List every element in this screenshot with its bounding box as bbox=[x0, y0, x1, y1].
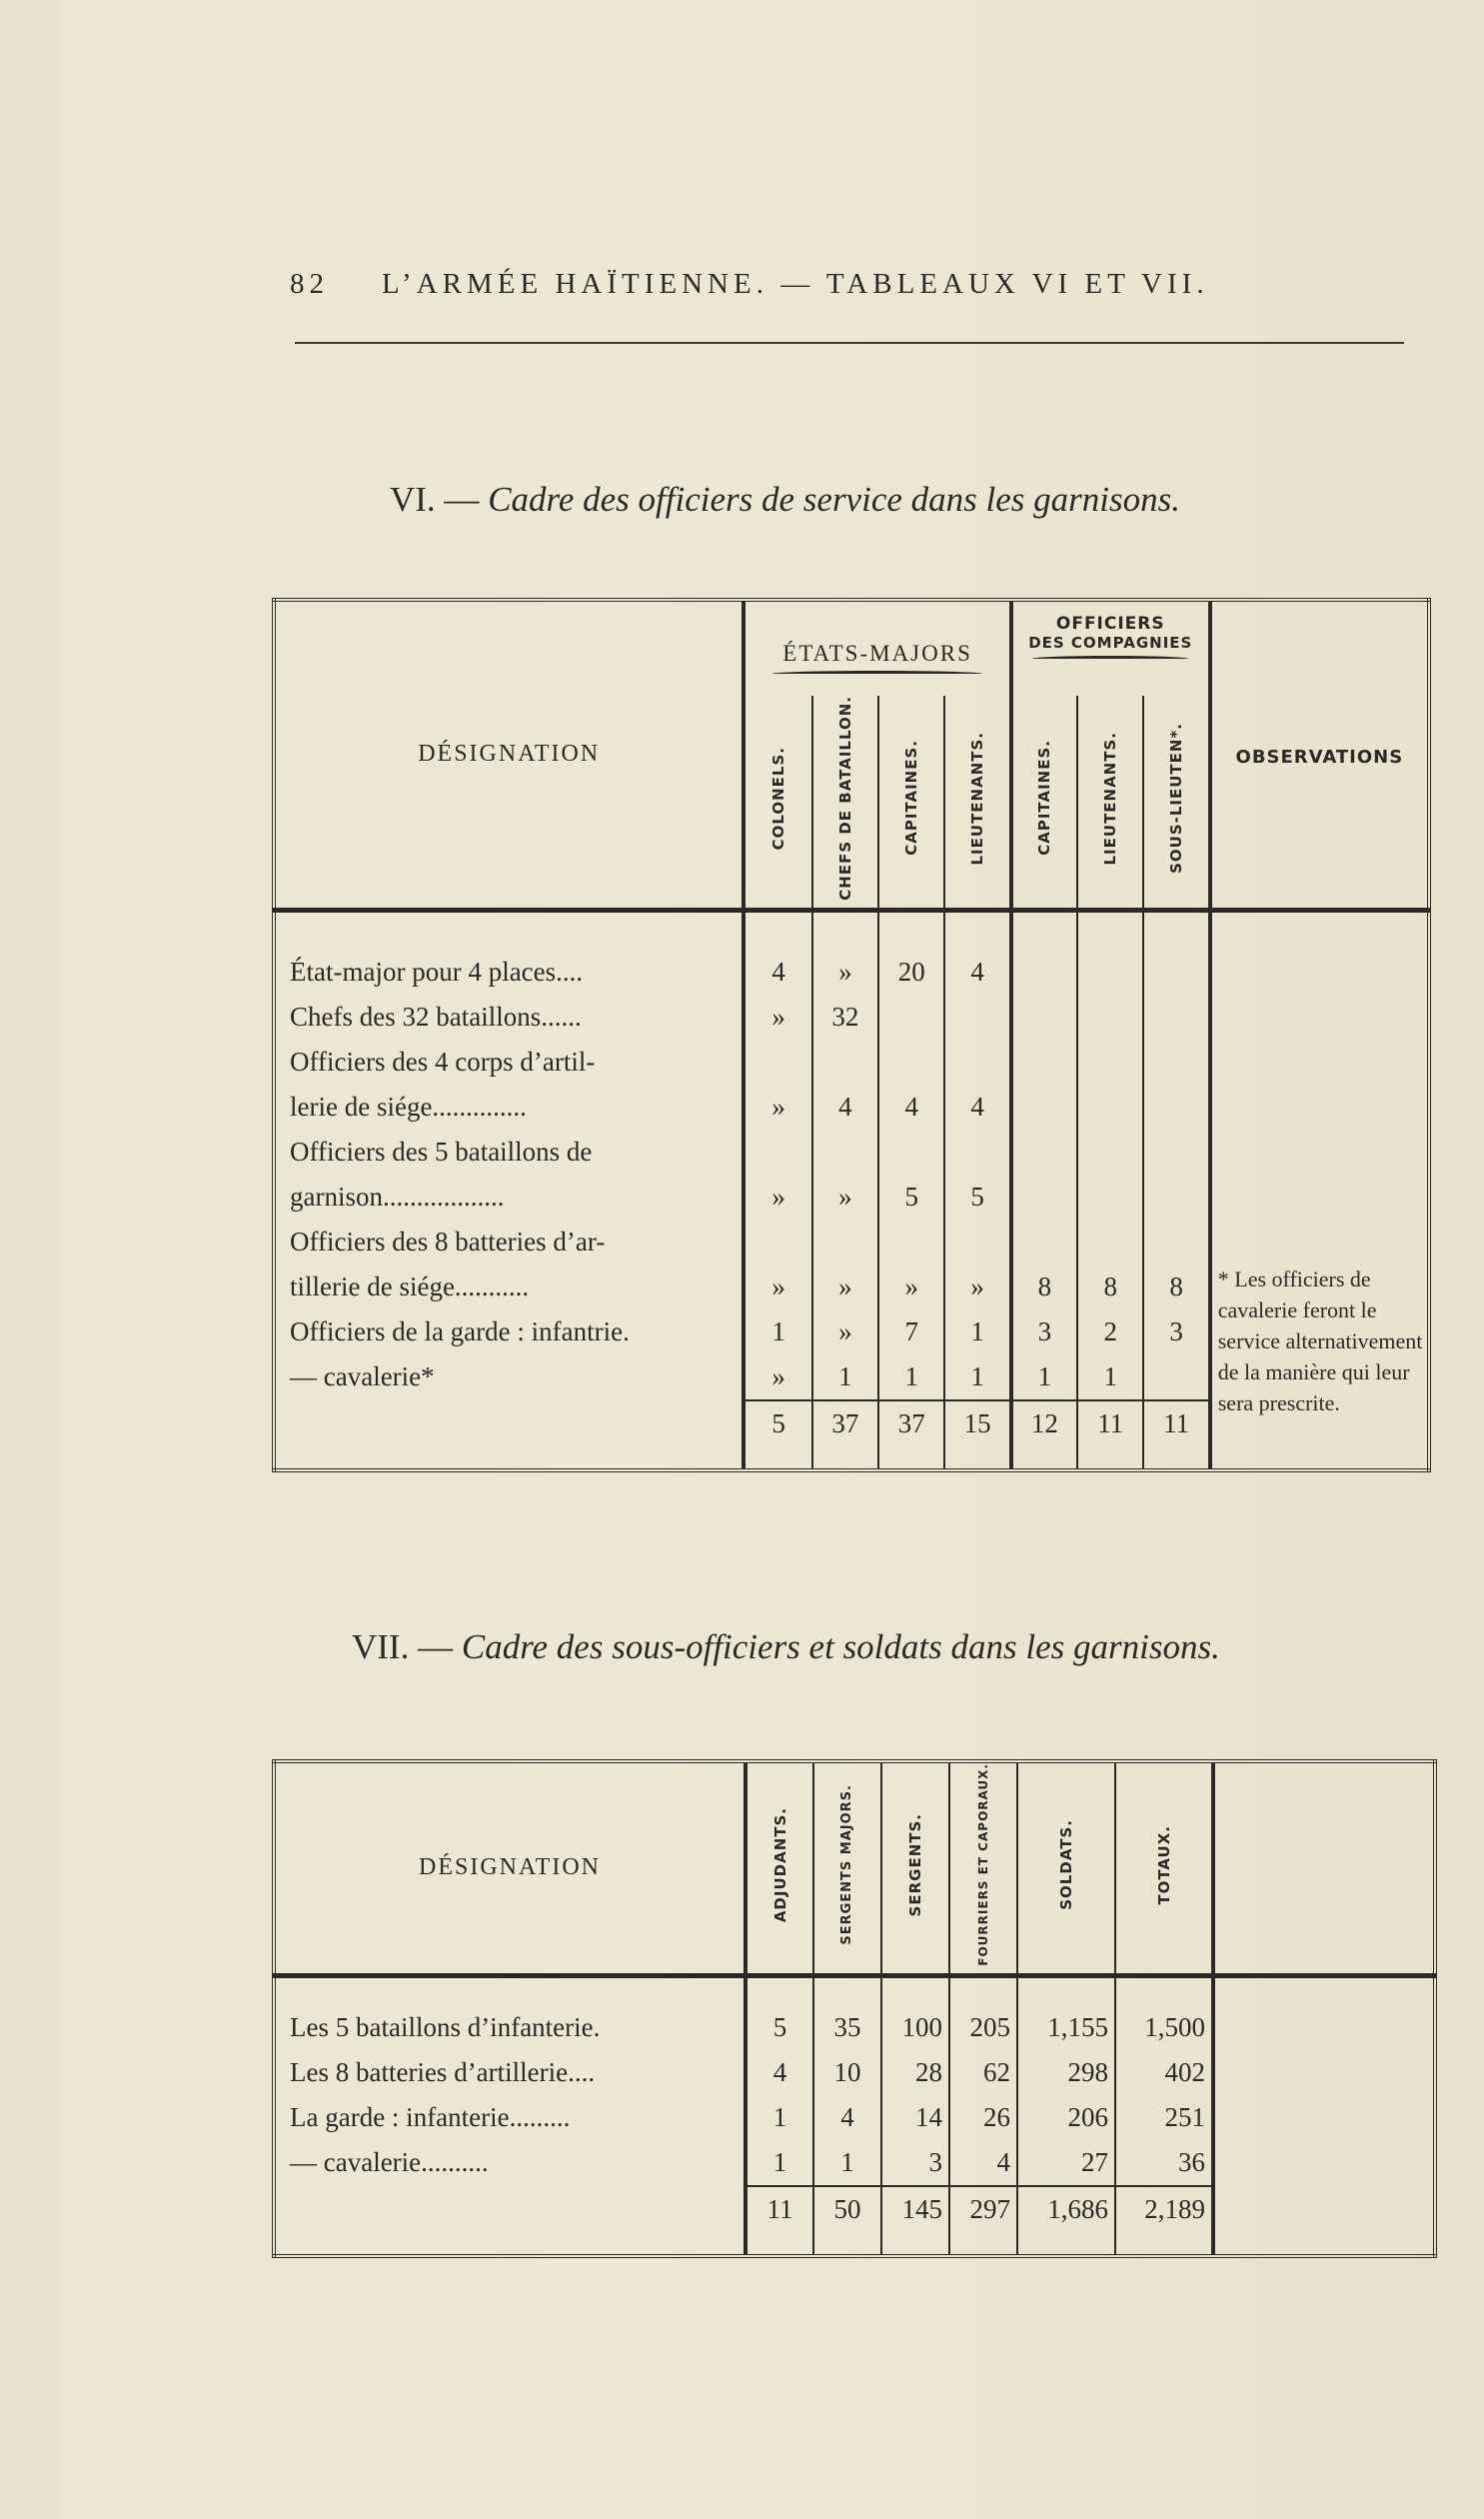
table6-cell: » bbox=[743, 1264, 811, 1309]
table7-cell: 1,155 bbox=[1017, 2005, 1115, 2050]
table7-blank-cell bbox=[1213, 2005, 1435, 2050]
table6-row-label: lerie de siége.............. bbox=[290, 1092, 527, 1123]
table6-observations-header bbox=[1210, 600, 1429, 910]
col-totaux bbox=[1115, 1761, 1213, 1975]
table6-cell: 1 bbox=[812, 1354, 878, 1400]
table6-caption: Cadre des officiers de service dans les garnisons. bbox=[488, 480, 1180, 519]
table6-cell: 8 bbox=[1077, 1264, 1143, 1309]
table6-cell: » bbox=[743, 1175, 811, 1220]
table6-cell: 1 bbox=[1011, 1354, 1077, 1400]
table6-cell: 8 bbox=[1143, 1264, 1209, 1309]
table6-cell bbox=[1143, 1175, 1209, 1220]
table6-cell: 4 bbox=[812, 1085, 878, 1130]
table6-cell: 1 bbox=[743, 1309, 811, 1354]
table7-total: 297 bbox=[949, 2186, 1017, 2256]
table7-caption: Cadre des sous-officiers et soldats dans les garnisons. bbox=[461, 1627, 1220, 1666]
table6-cell bbox=[1143, 995, 1209, 1040]
table7-total: 145 bbox=[881, 2186, 949, 2256]
table6-cell bbox=[1143, 1220, 1209, 1264]
spacer-cell bbox=[878, 910, 944, 950]
table6-cell: 4 bbox=[878, 1085, 944, 1130]
table6-observation-note: * Les officiers de cavalerie feront le service alternativement de la manière qui leur sera prescrite. bbox=[1210, 950, 1429, 1470]
table7-cell: 205 bbox=[949, 2005, 1017, 2050]
table7-cell: 1 bbox=[745, 2095, 813, 2140]
col-sergents bbox=[881, 1761, 949, 1975]
table7-row bbox=[274, 2095, 1435, 2140]
col-sergents-label: SERGENTS. bbox=[906, 1812, 924, 1917]
table6-totals-label bbox=[274, 1400, 743, 1470]
table6-cell bbox=[1011, 950, 1077, 995]
table7-cell: 4 bbox=[949, 2140, 1017, 2186]
table6-cell bbox=[878, 1040, 944, 1085]
table7-cell: 27 bbox=[1017, 2140, 1115, 2186]
table6-cell bbox=[812, 1220, 878, 1264]
table6-cell: » bbox=[743, 1085, 811, 1130]
table7-cell: 26 bbox=[949, 2095, 1017, 2140]
table6-cell: » bbox=[743, 995, 811, 1040]
table6-cell: 7 bbox=[878, 1309, 944, 1354]
table6-total: 11 bbox=[1143, 1400, 1209, 1470]
table6-cell: 4 bbox=[743, 950, 811, 995]
table6-total: 37 bbox=[812, 1400, 878, 1470]
table6-cell bbox=[812, 1040, 878, 1085]
col-adjudants bbox=[745, 1761, 813, 1975]
table6-cell bbox=[1143, 1130, 1209, 1175]
table6-row bbox=[274, 950, 1429, 995]
table7-cell: 206 bbox=[1017, 2095, 1115, 2140]
table6-cell: » bbox=[812, 1309, 878, 1354]
table6-cell: » bbox=[812, 1175, 878, 1220]
table6-designation-header: DÉSIGNATION bbox=[274, 600, 743, 910]
brace-officiers bbox=[1032, 656, 1188, 662]
table6-cell bbox=[1077, 950, 1143, 995]
spacer-cell bbox=[1143, 910, 1209, 950]
table6-cell: 1 bbox=[944, 1309, 1010, 1354]
table7-title bbox=[352, 1627, 1220, 1667]
table7-blank-cell bbox=[1213, 2050, 1435, 2095]
table7-spacer-row bbox=[274, 1975, 1435, 2005]
page-number: 82 bbox=[290, 268, 329, 300]
table6-row-label: Officiers des 4 corps d’artil- bbox=[290, 1047, 596, 1078]
col-adjudants-label: ADJUDANTS. bbox=[770, 1806, 789, 1922]
table6-cell bbox=[878, 1220, 944, 1264]
table6-cell: 1 bbox=[1077, 1354, 1143, 1400]
table7-cell: 5 bbox=[745, 2005, 813, 2050]
table7-total: 11 bbox=[745, 2186, 813, 2256]
table6-cell bbox=[1077, 1040, 1143, 1085]
table7-blank-total bbox=[1213, 2186, 1435, 2256]
table7-row bbox=[274, 2140, 1435, 2186]
col-capitaines-label: CAPITAINES. bbox=[902, 740, 921, 857]
table7-cell: 251 bbox=[1115, 2095, 1213, 2140]
table6-cell bbox=[878, 1130, 944, 1175]
spacer-cell bbox=[813, 1975, 881, 2005]
table7-total: 2,189 bbox=[1115, 2186, 1213, 2256]
table6-cell: » bbox=[878, 1264, 944, 1309]
running-head bbox=[290, 268, 1409, 318]
col-sergents-majors-label: SERGENTS MAJORS. bbox=[839, 1784, 854, 1945]
spacer-cell bbox=[1077, 910, 1143, 950]
spacer-cell bbox=[274, 910, 743, 950]
spacer-cell bbox=[1115, 1975, 1213, 2005]
table6-total: 37 bbox=[878, 1400, 944, 1470]
table7-designation-header: DÉSIGNATION bbox=[274, 1761, 745, 1975]
observations-label: OBSERVATIONS bbox=[1235, 747, 1404, 769]
table7-total: 50 bbox=[813, 2186, 881, 2256]
group-etats-majors-label: ÉTATS-MAJORS bbox=[782, 641, 972, 666]
col-chefs-label: CHEFS DE BATAILLON. bbox=[835, 696, 854, 901]
table6-cell: » bbox=[812, 1264, 878, 1309]
table7-row bbox=[274, 2050, 1435, 2095]
table6-group-officiers bbox=[1011, 600, 1210, 696]
table6-cell bbox=[1077, 1130, 1143, 1175]
col-sergents-majors bbox=[813, 1761, 881, 1975]
table6-title bbox=[390, 480, 1180, 520]
table6-cell: 1 bbox=[944, 1354, 1010, 1400]
col-capitaines-cie bbox=[1011, 696, 1077, 910]
table6-cell bbox=[1077, 1085, 1143, 1130]
table6-cell bbox=[944, 1130, 1010, 1175]
table6-row-label: Officiers des 5 bataillons de bbox=[290, 1137, 593, 1168]
table6-cell bbox=[743, 1220, 811, 1264]
table6-cell: » bbox=[743, 1354, 811, 1400]
table6-row-label: Chefs des 32 bataillons...... bbox=[290, 1002, 582, 1033]
table7-cell: 4 bbox=[813, 2095, 881, 2140]
table7-total: 1,686 bbox=[1017, 2186, 1115, 2256]
spacer-cell bbox=[881, 1975, 949, 2005]
table6-row-label: tillerie de siége........... bbox=[290, 1271, 530, 1302]
table7-cell: 62 bbox=[949, 2050, 1017, 2095]
table6-cell bbox=[878, 995, 944, 1040]
table6-cell: 1 bbox=[878, 1354, 944, 1400]
col-capitaines bbox=[878, 696, 944, 910]
col-soldats-label: SOLDATS. bbox=[1057, 1818, 1075, 1910]
col-totaux-label: TOTAUX. bbox=[1154, 1824, 1173, 1905]
table7-cell: 3 bbox=[881, 2140, 949, 2186]
table6-cell: 20 bbox=[878, 950, 944, 995]
table6-cell: 32 bbox=[812, 995, 878, 1040]
table6-total: 15 bbox=[944, 1400, 1010, 1470]
col-fourriers-label: FOURRIERS ET CAPORAUX. bbox=[976, 1763, 990, 1966]
table7-cell: 1 bbox=[745, 2140, 813, 2186]
group-officiers-label: OFFICIERS bbox=[1055, 614, 1165, 634]
col-sous-lieutenants-label: SOUS-LIEUTEN*. bbox=[1167, 722, 1186, 874]
table6-cell: 2 bbox=[1077, 1309, 1143, 1354]
table7-cell: 4 bbox=[745, 2050, 813, 2095]
table6-cell: 4 bbox=[944, 950, 1010, 995]
table6-cell: 5 bbox=[944, 1175, 1010, 1220]
table6-cell bbox=[1143, 950, 1209, 995]
table6-cell bbox=[1011, 1085, 1077, 1130]
table7-cell: 14 bbox=[881, 2095, 949, 2140]
table7-cell: 36 bbox=[1115, 2140, 1213, 2186]
table6-cell: » bbox=[944, 1264, 1010, 1309]
spacer-cell bbox=[1213, 1975, 1435, 2005]
table6-cell bbox=[944, 1220, 1010, 1264]
table7-row-label: La garde : infanterie......... bbox=[290, 2102, 571, 2133]
col-lieutenants-label: LIEUTENANTS. bbox=[968, 731, 987, 866]
table7-number: VII. — bbox=[352, 1627, 454, 1666]
col-sous-lieutenants bbox=[1143, 696, 1209, 910]
table7-cell: 1,500 bbox=[1115, 2005, 1213, 2050]
col-soldats bbox=[1017, 1761, 1115, 1975]
col-lieutenants-cie bbox=[1077, 696, 1143, 910]
table6-row-label: Officiers des 8 batteries d’ar- bbox=[290, 1227, 606, 1258]
table6-number: VI. — bbox=[390, 480, 480, 519]
brace-etats-majors bbox=[772, 671, 983, 677]
table7-blank-header bbox=[1213, 1761, 1435, 1975]
table7-cell: 100 bbox=[881, 2005, 949, 2050]
col-lieutenants-cie-label: LIEUTENANTS. bbox=[1101, 731, 1120, 866]
table7-totals-label bbox=[274, 2186, 745, 2256]
table7-row-label: Les 5 bataillons d’infanterie. bbox=[290, 2012, 601, 2043]
table6-cell: » bbox=[812, 950, 878, 995]
table6-cell bbox=[743, 1040, 811, 1085]
table6-spacer-row bbox=[274, 910, 1429, 950]
col-lieutenants bbox=[944, 696, 1010, 910]
table6-cell bbox=[1077, 995, 1143, 1040]
table6-cell bbox=[1011, 995, 1077, 1040]
spacer-cell bbox=[1017, 1975, 1115, 2005]
group-officiers-sub: DES COMPAGNIES bbox=[1028, 634, 1193, 652]
table6-cell bbox=[1011, 1175, 1077, 1220]
table7-blank-cell bbox=[1213, 2095, 1435, 2140]
running-title: L’ARMÉE HAÏTIENNE. — TABLEAUX VI ET VII. bbox=[382, 268, 1209, 300]
table6-cell: 3 bbox=[1011, 1309, 1077, 1354]
table6-cell bbox=[743, 1130, 811, 1175]
spacer-cell bbox=[944, 910, 1010, 950]
table7 bbox=[272, 1759, 1437, 2258]
table6-cell bbox=[1143, 1354, 1209, 1400]
table6-cell bbox=[1011, 1220, 1077, 1264]
spacer-cell bbox=[812, 910, 878, 950]
table6-cell: 3 bbox=[1143, 1309, 1209, 1354]
table6-cell bbox=[944, 1040, 1010, 1085]
table7-totals-row bbox=[274, 2186, 1435, 2256]
spacer-cell bbox=[274, 1975, 745, 2005]
col-fourriers bbox=[949, 1761, 1017, 1975]
table7-row-label: — cavalerie.......... bbox=[290, 2147, 489, 2178]
spacer-cell bbox=[743, 910, 811, 950]
col-chefs-de-bataillon bbox=[812, 696, 878, 910]
table6-cell bbox=[1077, 1175, 1143, 1220]
table7-row bbox=[274, 2005, 1435, 2050]
table6-cell: 4 bbox=[944, 1085, 1010, 1130]
table6-cell bbox=[1011, 1040, 1077, 1085]
table6-row-label: garnison.................. bbox=[290, 1182, 505, 1213]
table7-cell: 35 bbox=[813, 2005, 881, 2050]
table6-cell bbox=[1143, 1085, 1209, 1130]
table7-blank-cell bbox=[1213, 2140, 1435, 2186]
table7-row-label: Les 8 batteries d’artillerie.... bbox=[290, 2057, 596, 2088]
table7-cell: 298 bbox=[1017, 2050, 1115, 2095]
col-capitaines-cie-label: CAPITAINES. bbox=[1035, 740, 1054, 857]
table6-cell: 5 bbox=[878, 1175, 944, 1220]
col-colonels bbox=[743, 696, 811, 910]
table7-cell: 28 bbox=[881, 2050, 949, 2095]
header-rule bbox=[295, 342, 1404, 344]
table6-cell bbox=[812, 1130, 878, 1175]
table6-cell bbox=[944, 995, 1010, 1040]
table6-cell bbox=[1143, 1040, 1209, 1085]
spacer-cell bbox=[1011, 910, 1077, 950]
table6-row-label: — cavalerie* bbox=[290, 1361, 435, 1392]
table6-total: 11 bbox=[1077, 1400, 1143, 1470]
table6-cell bbox=[1011, 1130, 1077, 1175]
spacer-cell bbox=[949, 1975, 1017, 2005]
table6 bbox=[272, 598, 1431, 1472]
spacer-cell bbox=[1210, 910, 1429, 950]
table6-group-etats-majors bbox=[743, 600, 1010, 696]
table7-cell: 10 bbox=[813, 2050, 881, 2095]
table6-cell: 8 bbox=[1011, 1264, 1077, 1309]
table6-total: 12 bbox=[1011, 1400, 1077, 1470]
table7-cell: 1 bbox=[813, 2140, 881, 2186]
table6-cell bbox=[1077, 1220, 1143, 1264]
table6-row-label: Officiers de la garde : infantrie. bbox=[290, 1316, 630, 1347]
table6-row-label: État-major pour 4 places.... bbox=[290, 957, 584, 988]
spacer-cell bbox=[745, 1975, 813, 2005]
col-colonels-label: COLONELS. bbox=[769, 746, 788, 851]
table6-total: 5 bbox=[743, 1400, 811, 1470]
table7-cell: 402 bbox=[1115, 2050, 1213, 2095]
